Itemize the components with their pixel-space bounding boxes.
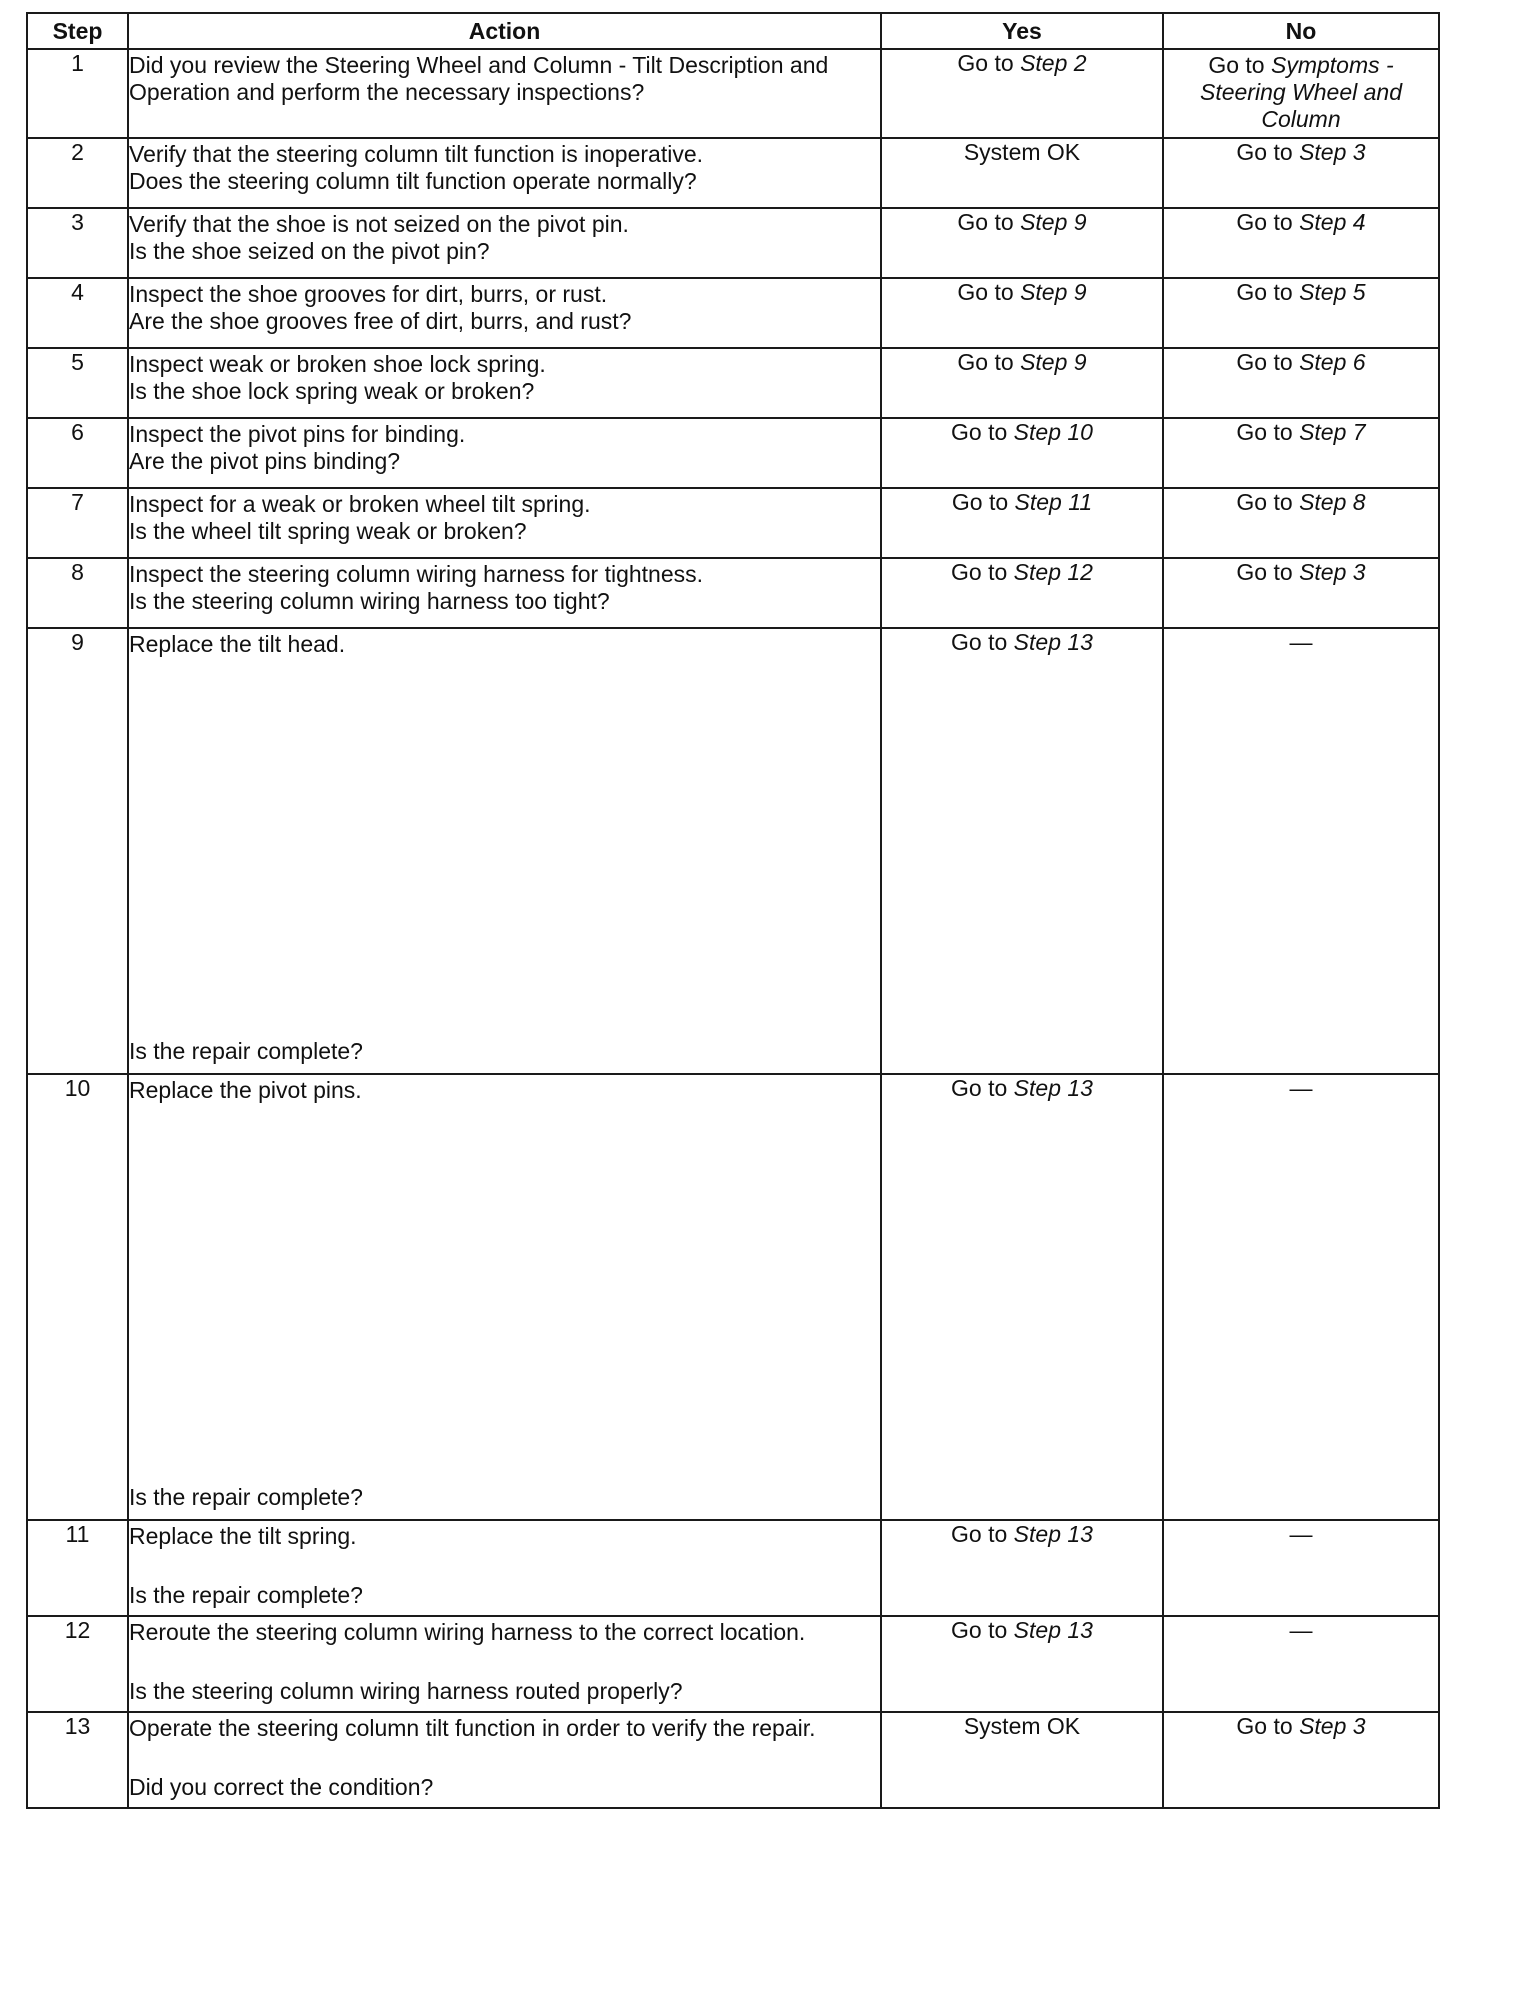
no-step-link[interactable]: Step 3 xyxy=(1299,559,1366,585)
action-question: Is the steering column wiring harness too tight? xyxy=(129,588,610,614)
no-prefix: Go to xyxy=(1236,489,1300,515)
yes-step-link[interactable]: Step 9 xyxy=(1020,279,1087,305)
action-cell xyxy=(128,208,881,278)
action-cell xyxy=(128,1520,881,1616)
yes-prefix: System OK xyxy=(963,139,1081,165)
action-instruction: Inspect the shoe grooves for dirt, burrs, or rust. xyxy=(129,281,608,307)
no-cell xyxy=(1163,488,1439,558)
table-row xyxy=(27,278,1439,348)
table-header-row xyxy=(27,13,1439,49)
yes-step-link[interactable]: Step 2 xyxy=(1020,50,1087,76)
no-cell xyxy=(1163,1074,1439,1520)
yes-prefix: System OK xyxy=(963,1713,1081,1739)
header-step: Step xyxy=(27,13,128,49)
yes-cell xyxy=(881,208,1163,278)
yes-cell xyxy=(881,558,1163,628)
table-row xyxy=(27,628,1439,1074)
no-dash: — xyxy=(1289,1521,1313,1547)
action-question: Is the shoe seized on the pivot pin? xyxy=(129,238,490,264)
yes-step-link[interactable]: Step 12 xyxy=(1013,559,1093,585)
no-cell xyxy=(1163,348,1439,418)
yes-prefix: Go to xyxy=(951,1617,1014,1643)
no-dash: — xyxy=(1289,1617,1313,1643)
yes-step-link[interactable]: Step 13 xyxy=(1013,1617,1093,1643)
no-prefix: Go to xyxy=(1236,279,1300,305)
no-step-link[interactable]: Step 3 xyxy=(1299,1713,1366,1739)
yes-step-link[interactable]: Step 9 xyxy=(1020,209,1087,235)
action-question: Is the steering column wiring harness routed properly? xyxy=(129,1678,683,1704)
no-cell xyxy=(1163,49,1439,138)
step-number: 3 xyxy=(27,208,128,278)
step-number: 13 xyxy=(27,1712,128,1808)
no-prefix: Go to xyxy=(1236,1713,1300,1739)
no-cell xyxy=(1163,418,1439,488)
yes-cell xyxy=(881,138,1163,208)
yes-cell xyxy=(881,49,1163,138)
yes-prefix: Go to xyxy=(951,489,1015,515)
step-number: 6 xyxy=(27,418,128,488)
action-instruction: Inspect the steering column wiring harness for tightness. xyxy=(129,561,704,587)
no-prefix: Go to xyxy=(1236,209,1300,235)
action-question: Are the pivot pins binding? xyxy=(129,448,401,474)
action-question: Is the repair complete? xyxy=(129,1582,363,1608)
step-number: 9 xyxy=(27,628,128,1074)
action-question: Does the steering column tilt function operate normally? xyxy=(129,168,697,194)
step-number: 5 xyxy=(27,348,128,418)
action-instruction: Verify that the shoe is not seized on the pivot pin. xyxy=(129,211,629,237)
no-prefix: Go to xyxy=(1236,419,1300,445)
no-prefix: Go to xyxy=(1236,139,1300,165)
step-number: 7 xyxy=(27,488,128,558)
action-instruction: Inspect the pivot pins for binding. xyxy=(129,421,466,447)
yes-cell xyxy=(881,1616,1163,1712)
yes-cell xyxy=(881,1520,1163,1616)
table-row xyxy=(27,558,1439,628)
yes-cell xyxy=(881,488,1163,558)
action-cell xyxy=(128,1074,881,1520)
yes-prefix: Go to xyxy=(957,209,1021,235)
action-cell xyxy=(128,628,881,1074)
action-cell xyxy=(128,1712,881,1808)
header-action: Action xyxy=(128,13,881,49)
yes-cell xyxy=(881,628,1163,1074)
no-prefix: Go to xyxy=(1208,52,1271,78)
action-cell xyxy=(128,278,881,348)
no-dash: — xyxy=(1289,1075,1313,1101)
no-step-link[interactable]: Step 4 xyxy=(1299,209,1366,235)
action-question: Are the shoe grooves free of dirt, burrs, and rust? xyxy=(129,308,632,334)
action-cell xyxy=(128,49,881,138)
table-row xyxy=(27,1520,1439,1616)
action-instruction: Inspect for a weak or broken wheel tilt spring. xyxy=(129,491,591,517)
table-row xyxy=(27,1074,1439,1520)
action-instruction: Inspect weak or broken shoe lock spring. xyxy=(129,351,546,377)
yes-step-link[interactable]: Step 13 xyxy=(1013,1521,1093,1547)
action-cell xyxy=(128,558,881,628)
no-step-link[interactable]: Step 6 xyxy=(1299,349,1366,375)
yes-cell xyxy=(881,418,1163,488)
action-text: Did you review the Steering Wheel and Column - Tilt Description and Operation and perform the necessary inspections? xyxy=(129,52,829,105)
yes-cell xyxy=(881,348,1163,418)
no-cell xyxy=(1163,1712,1439,1808)
action-instruction: Replace the tilt spring. xyxy=(129,1523,357,1549)
action-instruction: Operate the steering column tilt function in order to verify the repair. xyxy=(129,1715,816,1741)
table-row xyxy=(27,1616,1439,1712)
no-cell xyxy=(1163,278,1439,348)
yes-prefix: Go to xyxy=(951,559,1014,585)
no-prefix: Go to xyxy=(1236,559,1300,585)
action-instruction: Reroute the steering column wiring harness to the correct location. xyxy=(129,1619,806,1645)
header-no: No xyxy=(1163,13,1439,49)
action-question: Is the repair complete? xyxy=(129,1484,363,1510)
no-cell xyxy=(1163,628,1439,1074)
action-cell xyxy=(128,138,881,208)
yes-cell xyxy=(881,1712,1163,1808)
table-row xyxy=(27,418,1439,488)
no-prefix: Go to xyxy=(1236,349,1300,375)
yes-prefix: Go to xyxy=(957,279,1021,305)
action-instruction: Replace the pivot pins. xyxy=(129,1077,362,1103)
yes-cell xyxy=(881,278,1163,348)
yes-prefix: Go to xyxy=(957,50,1021,76)
no-cell xyxy=(1163,1616,1439,1712)
table-row xyxy=(27,49,1439,138)
action-cell xyxy=(128,1616,881,1712)
table-row xyxy=(27,138,1439,208)
diagnostic-table xyxy=(26,12,1440,1809)
step-number: 12 xyxy=(27,1616,128,1712)
header-yes: Yes xyxy=(881,13,1163,49)
no-step-link[interactable]: Step 5 xyxy=(1299,279,1366,305)
action-instruction: Verify that the steering column tilt function is inoperative. xyxy=(129,141,704,167)
action-question: Is the shoe lock spring weak or broken? xyxy=(129,378,535,404)
no-cell xyxy=(1163,558,1439,628)
yes-step-link[interactable]: Step 13 xyxy=(1013,1075,1093,1101)
yes-prefix: Go to xyxy=(951,1521,1014,1547)
step-number: 10 xyxy=(27,1074,128,1520)
action-question: Is the repair complete? xyxy=(129,1038,363,1064)
no-step-link[interactable]: Step 3 xyxy=(1299,139,1366,165)
table-row xyxy=(27,208,1439,278)
yes-step-link[interactable]: Step 9 xyxy=(1020,349,1087,375)
table-row xyxy=(27,348,1439,418)
step-number: 1 xyxy=(27,49,128,138)
action-question: Did you correct the condition? xyxy=(129,1774,434,1800)
step-number: 4 xyxy=(27,278,128,348)
no-cell xyxy=(1163,1520,1439,1616)
no-dash: — xyxy=(1289,629,1313,655)
yes-step-link[interactable]: Step 11 xyxy=(1014,489,1093,515)
no-cell xyxy=(1163,208,1439,278)
step-number: 8 xyxy=(27,558,128,628)
table-row xyxy=(27,1712,1439,1808)
yes-prefix: Go to xyxy=(951,629,1014,655)
action-cell xyxy=(128,418,881,488)
step-number: 11 xyxy=(27,1520,128,1616)
yes-cell xyxy=(881,1074,1163,1520)
action-question: Is the wheel tilt spring weak or broken? xyxy=(129,518,527,544)
yes-prefix: Go to xyxy=(957,349,1021,375)
action-cell xyxy=(128,488,881,558)
no-cell xyxy=(1163,138,1439,208)
no-step-link[interactable]: Step 7 xyxy=(1299,419,1366,445)
action-cell xyxy=(128,348,881,418)
yes-step-link[interactable]: Step 13 xyxy=(1013,629,1093,655)
no-step-link[interactable]: Step 8 xyxy=(1299,489,1366,515)
yes-prefix: Go to xyxy=(951,419,1014,445)
table-row xyxy=(27,488,1439,558)
yes-step-link[interactable]: Step 10 xyxy=(1013,419,1093,445)
yes-prefix: Go to xyxy=(951,1075,1014,1101)
step-number: 2 xyxy=(27,138,128,208)
no-step-link[interactable]: Symptoms - Steering Wheel and Column xyxy=(1199,52,1402,132)
action-instruction: Replace the tilt head. xyxy=(129,631,346,657)
